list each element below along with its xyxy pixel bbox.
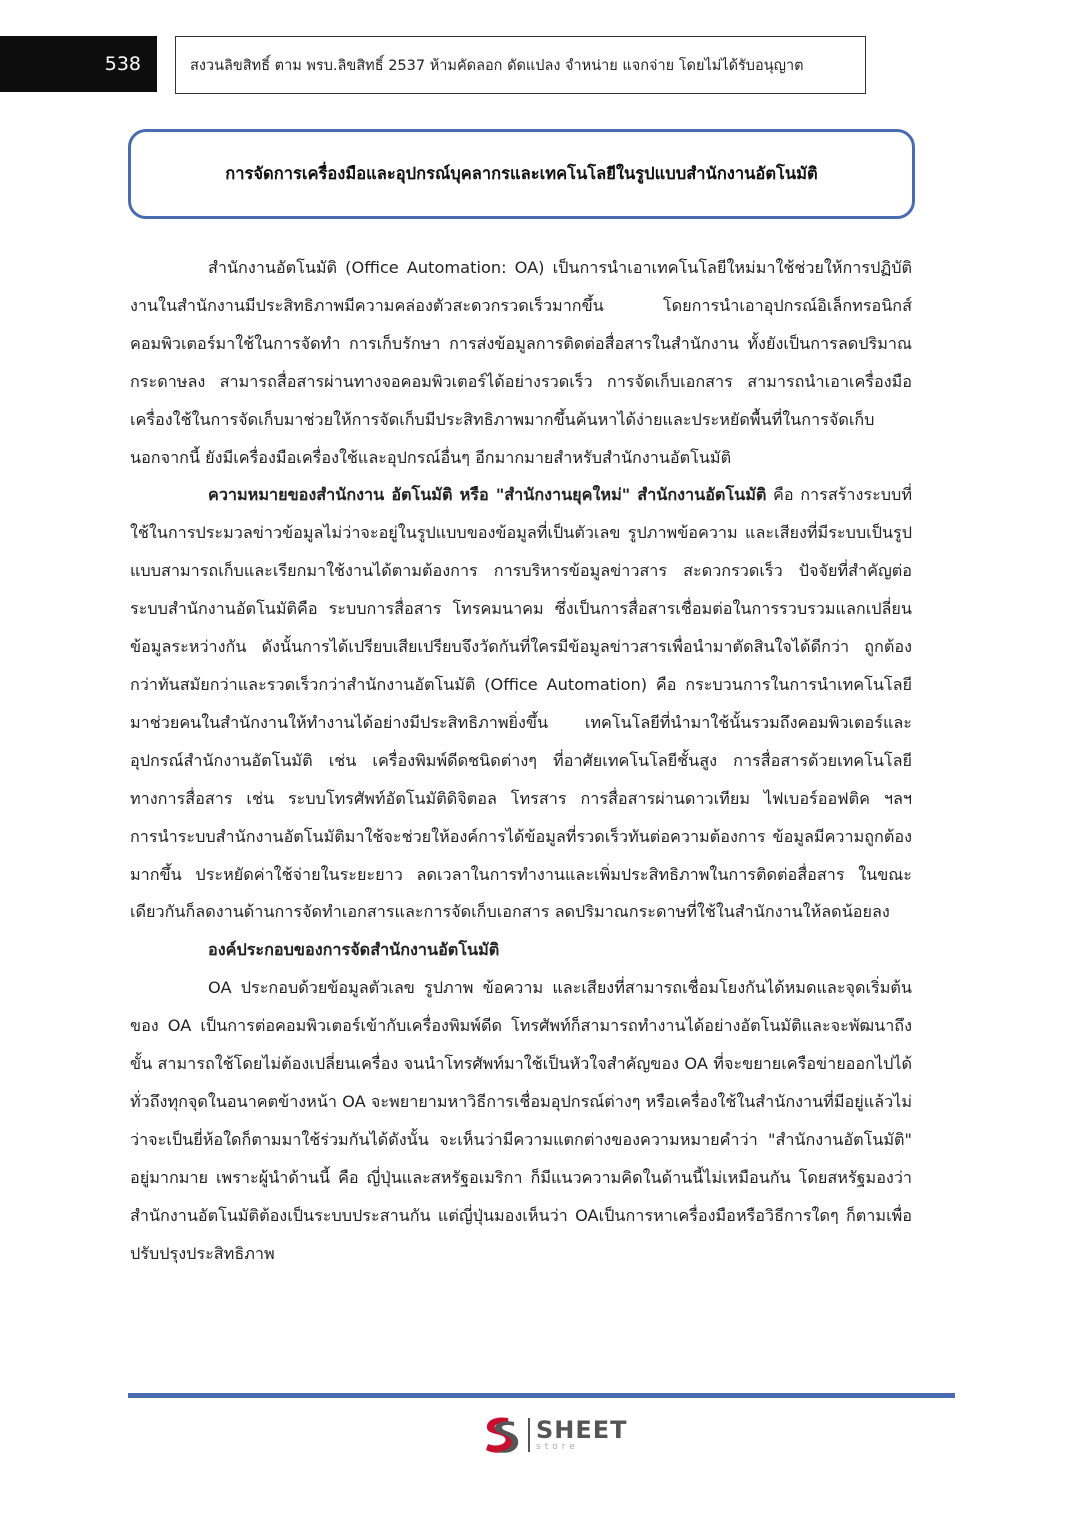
- page-number-box: [0, 36, 157, 92]
- sheet-store-logo: [478, 1412, 628, 1458]
- logo-separator: [528, 1418, 530, 1452]
- logo-subword: store: [536, 1442, 579, 1452]
- section-heading-components: องค์ประกอบของการจัดสำนักงานอัตโนมัติ: [208, 940, 500, 960]
- paragraph-components: OA ประกอบด้วยข้อมูลตัวเลข รูปภาพ ข้อความ และเสียงที่สามารถเชื่อมโยงกันได้หมดและจุดเริ่มต้นของ OA เป็นการต่อคอมพิวเตอร์เข้ากับเครื่องพิมพ์ดีด โทรศัพท์ก็สามารถทำงานได้อย่างอัตโนมัติและจะพัฒนาถึงขั้น สามารถใช้โดยไม่ต้องเปลี่ยนเครื่อง จนนำโทรศัพท์มาใช้เป็นหัวใจสำคัญของ OA ที่จะขยายเครือข่ายออกไปได้ทั่วถึงทุกจุดในอนาคตข้างหน้า OA จะพยายามหาวิธีการเชื่อมอุปกรณ์ต่างๆ หรือเครื่องใช้ในสำนักงานที่มีอยู่แล้วไม่ว่าจะเป็นยี่ห้อใดก็ตามมาใช้ร่วมกันได้ดังนั้น จะเห็นว่ามีความแตกต่างของความหมายคำว่า "สำนักงานอัตโนมัติ" อยู่มากมาย เพราะผู้นำด้านนี้ คือ ญี่ปุ่นและสหรัฐอเมริกา ก็มีแนวความคิดในด้านนี้ไม่เหมือนกัน โดยสหรัฐมองว่าสำนักงานอัตโนมัติต้องเป็นระบบประสานกัน แต่ญี่ปุ่นมองเห็นว่า OAเป็นการหาเครื่องมือหรือวิธีการใดๆ ก็ตามเพื่อปรับปรุงประสิทธิภาพ: [130, 978, 912, 1263]
- footer-rule: [128, 1393, 955, 1398]
- logo-text: [536, 1418, 628, 1452]
- paragraph-definition: [130, 476, 912, 931]
- body-text: [130, 249, 912, 1272]
- page-title: การจัดการเครื่องมือและอุปกรณ์บุคลากรและเทคโนโลยีในรูปแบบสำนักงานอัตโนมัติ: [225, 164, 818, 183]
- paragraph-intro: สำนักงานอัตโนมัติ (Office Automation: OA) เป็นการนำเอาเทคโนโลยีใหม่มาใช้ช่วยให้การปฏิบัติงานในสำนักงานมีประสิทธิภาพมีความคล่องตัวสะดวกรวดเร็วมากขึ้น โดยการนำเอาอุปกรณ์อิเล็กทรอนิกส์คอมพิวเตอร์มาใช้ในการจัดทำ การเก็บรักษา การส่งข้อมูลการติดต่อสื่อสารในสำนักงาน ทั้งยังเป็นการลดปริมาณกระดาษลง สามารถสื่อสารผ่านทางจอคอมพิวเตอร์ได้อย่างรวดเร็ว การจัดเก็บเอกสาร สามารถนำเอาเครื่องมือเครื่องใช้ในการจัดเก็บมาช่วยให้การจัดเก็บมีประสิทธิภาพมากขึ้นค้นหาได้ง่ายและประหยัดพื้นที่ในการจัดเก็บ นอกจากนี้ ยังมีเครื่องมือเครื่องใช้และอุปกรณ์อื่นๆ อีกมากมายสำหรับสำนักงานอัตโนมัติ: [130, 258, 912, 467]
- definition-heading: ความหมายของสำนักงาน อัตโนมัติ หรือ "สำนักงานยุคใหม่" สำนักงานอัตโนมัติ: [208, 485, 767, 505]
- definition-text: คือ การสร้างระบบที่ใช้ในการประมวลข่าวข้อมูลไม่ว่าจะอยู่ในรูปแบบของข้อมูลที่เป็นตัวเลข รูปภาพข้อความ และเสียงที่มีระบบเป็นรูปแบบสามารถเก็บและเรียกมาใช้งานได้ตามต้องการ การบริหารข้อมูลข่าวสาร สะดวกรวดเร็ว ปัจจัยที่สำคัญต่อระบบสำนักงานอัตโนมัติคือ ระบบการสื่อสาร โทรคมนาคม ซึ่งเป็นการสื่อสารเชื่อมต่อในการรวบรวมแลกเปลี่ยนข้อมูลระหว่างกัน ดังนั้นการได้เปรียบเสียเปรียบจึงวัดกันที่ใครมีข้อมูลข่าวสารเพื่อนำมาตัดสินใจได้ดีกว่า ถูกต้องกว่าทันสมัยกว่าและรวดเร็วกว่าสำนักงานอัตโนมัติ (Office Automation) คือ กระบวนการในการนำเทคโนโลยีมาช่วยคนในสำนักงานให้ทำงานได้อย่างมีประสิทธิภาพยิ่งขึ้น เทคโนโลยีที่นำมาใช้นั้นรวมถึงคอมพิวเตอร์และอุปกรณ์สำนักงานอัตโนมัติ เช่น เครื่องพิมพ์ดีดชนิดต่างๆ ที่อาศัยเทคโนโลยีชั้นสูง การสื่อสารด้วยเทคโนโลยีทางการสื่อสาร เช่น ระบบโทรศัพท์อัตโนมัติดิจิตอล โทรสาร การสื่อสารผ่านดาวเทียม ไฟเบอร์ออฟติค ฯลฯ การนำระบบสำนักงานอัตโนมัติมาใช้จะช่วยให้องค์การได้ข้อมูลที่รวดเร็วทันต่อความต้องการ ข้อมูลมีความถูกต้องมากขึ้น ประหยัดค่าใช้จ่ายในระยะยาว ลดเวลาในการทำงานและเพิ่มประสิทธิภาพในการติดต่อสื่อสาร ในขณะเดียวกันก็ลดงานด้านการจัดทำเอกสารและการจัดเก็บเอกสาร ลดปริมาณกระดาษที่ใช้ในสำนักงานให้ลดน้อยลง: [130, 485, 912, 922]
- copyright-notice-box: [175, 36, 866, 94]
- title-box: [128, 129, 915, 219]
- copyright-notice: สงวนลิขสิทธิ์ ตาม พรบ.ลิขสิทธิ์ 2537 ห้ามคัดลอก ดัดแปลง จำหน่าย แจกจ่าย โดยไม่ได้รับอนุญาต: [190, 57, 804, 74]
- logo-word: SHEET: [536, 1416, 628, 1444]
- page-number: 538: [104, 53, 141, 75]
- sheet-store-logo-icon: [478, 1412, 524, 1458]
